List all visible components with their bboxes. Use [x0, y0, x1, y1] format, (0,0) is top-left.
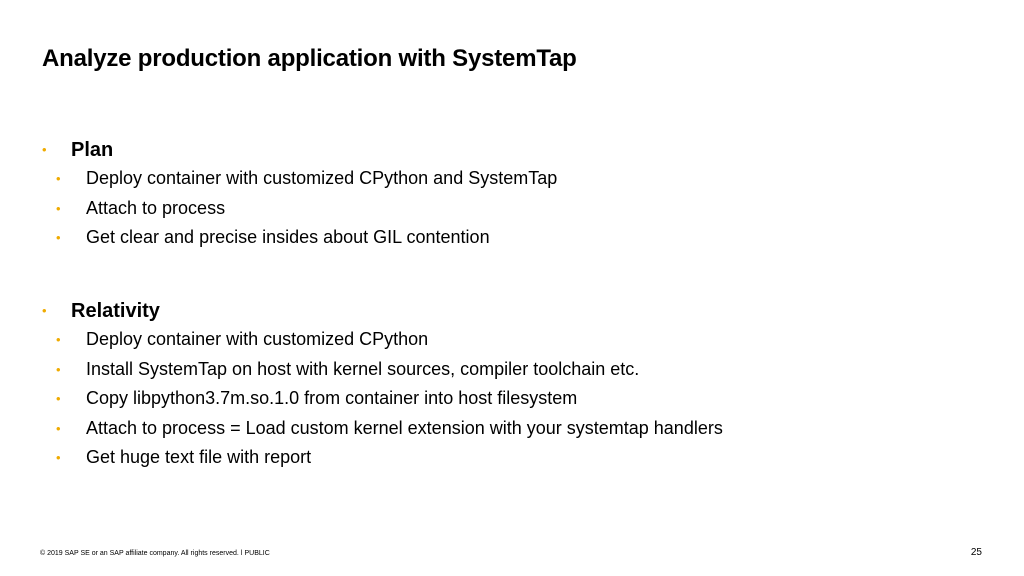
footer-copyright: © 2019 SAP SE or an SAP affiliate company. All rights reserved. ǀ PUBLIC — [40, 550, 270, 557]
list-item-text: Attach to process — [86, 197, 226, 218]
list-item — [56, 325, 723, 355]
list-item — [56, 414, 723, 444]
bullet-icon: • — [56, 450, 61, 466]
list-item — [56, 355, 723, 385]
bullet-icon: • — [56, 200, 61, 216]
list-item — [56, 164, 557, 194]
bullet-icon: • — [56, 230, 61, 246]
bullet-icon: • — [56, 391, 61, 407]
section-heading-row — [42, 136, 557, 164]
bullet-icon: • — [56, 361, 61, 377]
bullet-icon: • — [56, 420, 61, 436]
section-heading: Plan — [71, 139, 114, 161]
bullet-icon: • — [42, 142, 47, 157]
section-plan — [42, 136, 557, 253]
bullet-list — [42, 325, 723, 473]
bullet-icon: • — [42, 303, 47, 318]
section-heading: Relativity — [71, 300, 160, 322]
list-item-text: Get clear and precise insides about GIL contention — [86, 227, 490, 248]
slide-title: Analyze production application with SystemTap — [42, 45, 577, 72]
list-item-text: Deploy container with customized CPython — [86, 329, 429, 350]
bullet-icon: • — [56, 171, 61, 187]
list-item-text: Get huge text file with report — [86, 447, 312, 468]
list-item-text: Copy libpython3.7m.so.1.0 from container into host filesystem — [86, 388, 578, 409]
list-item — [56, 223, 557, 253]
list-item-text: Install SystemTap on host with kernel sources, compiler toolchain etc. — [86, 358, 640, 379]
list-item — [56, 384, 723, 414]
list-item — [56, 443, 723, 473]
section-heading-row — [42, 297, 723, 325]
page-number: 25 — [970, 547, 982, 558]
section-relativity — [42, 297, 723, 473]
list-item-text: Attach to process = Load custom kernel extension with your systemtap handlers — [86, 417, 723, 438]
list-item-text: Deploy container with customized CPython and SystemTap — [86, 168, 558, 189]
bullet-icon: • — [56, 332, 61, 348]
bullet-list — [42, 164, 557, 253]
list-item — [56, 194, 557, 224]
